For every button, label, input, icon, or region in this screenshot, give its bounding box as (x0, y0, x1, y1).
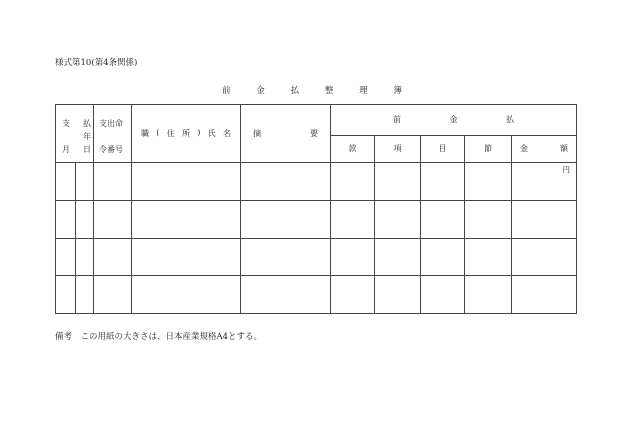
payment-date-year: 年 (83, 132, 91, 141)
amount-cell[interactable] (512, 238, 577, 276)
name-header-char: 所 (181, 129, 190, 139)
table-cell[interactable] (375, 276, 421, 314)
summary-header-char: 要 (310, 129, 318, 139)
amount-header-char: 額 (560, 144, 569, 154)
amount-cell[interactable] (512, 163, 577, 201)
table-cell[interactable] (375, 238, 421, 276)
table-cell[interactable] (56, 200, 76, 238)
moku-header: 目 (421, 135, 465, 163)
order-number-header (94, 105, 132, 163)
table-cell[interactable] (421, 238, 465, 276)
advance-payment-ledger-table (55, 104, 577, 314)
table-cell[interactable] (465, 238, 512, 276)
advance-header-char: 前 (393, 115, 401, 125)
payment-date-month: 月 (62, 145, 70, 154)
table-cell[interactable] (94, 200, 132, 238)
name-header-char: 氏 (207, 129, 216, 139)
table-cell[interactable] (421, 200, 465, 238)
table-cell[interactable] (76, 200, 94, 238)
table-cell[interactable] (241, 200, 331, 238)
payment-date-shi: 支 (62, 119, 70, 128)
order-number-line1: 支出命 (99, 119, 123, 128)
table-cell[interactable] (375, 163, 421, 201)
table-cell[interactable] (465, 163, 512, 201)
table-cell[interactable] (331, 163, 375, 201)
table-cell[interactable] (94, 276, 132, 314)
table-cell[interactable] (76, 276, 94, 314)
table-cell[interactable] (132, 238, 241, 276)
summary-header-char: 摘 (253, 129, 261, 139)
table-cell[interactable] (241, 276, 331, 314)
table-cell[interactable] (76, 163, 94, 201)
amount-header (512, 135, 577, 163)
payment-date-harai: 払 (83, 119, 91, 128)
table-cell[interactable] (331, 200, 375, 238)
table-cell[interactable] (375, 200, 421, 238)
name-header-char: ) (197, 128, 201, 138)
table-cell[interactable] (331, 276, 375, 314)
table-cell[interactable] (241, 238, 331, 276)
table-cell[interactable] (94, 163, 132, 201)
kou-header: 項 (375, 135, 421, 163)
table-cell[interactable] (331, 238, 375, 276)
table-cell[interactable] (56, 238, 76, 276)
kan-header: 款 (331, 135, 375, 163)
table-cell[interactable] (132, 200, 241, 238)
table-row (56, 238, 577, 276)
table-cell[interactable] (76, 238, 94, 276)
name-header (132, 105, 241, 163)
form-title (222, 84, 402, 96)
table-cell[interactable] (241, 163, 331, 201)
title-char: 整 (324, 86, 334, 96)
amount-header-char: 金 (520, 144, 528, 154)
name-header-char: 住 (166, 129, 175, 139)
form-number-label: 様式第10(第4条関係) (55, 58, 138, 68)
table-cell[interactable] (56, 276, 76, 314)
table-cell[interactable] (132, 276, 241, 314)
table-cell[interactable] (56, 163, 76, 201)
name-header-char: 職 (141, 129, 149, 139)
table-cell[interactable] (465, 200, 512, 238)
title-char: 前 (222, 86, 231, 96)
table-row (56, 276, 577, 314)
name-header-char: ( (156, 128, 160, 138)
title-char: 金 (256, 86, 265, 96)
title-char: 理 (359, 86, 368, 96)
title-char: 払 (290, 86, 300, 96)
payment-date-day: 日 (83, 145, 91, 154)
table-cell[interactable] (132, 163, 241, 201)
advance-header-char: 金 (449, 115, 458, 125)
title-char: 簿 (393, 86, 402, 96)
order-number-line2: 令番号 (99, 145, 123, 154)
table-cell[interactable] (465, 276, 512, 314)
table-row (56, 163, 577, 201)
table-cell[interactable] (94, 238, 132, 276)
table-cell[interactable] (421, 276, 465, 314)
amount-cell[interactable] (512, 200, 577, 238)
footnote-remark: 備考 この用紙の大きさは、日本産業規格A4とする。 (55, 332, 263, 342)
setsu-header: 節 (465, 135, 512, 163)
yen-unit: 円 (562, 165, 571, 175)
name-header-char: 名 (222, 129, 231, 139)
advance-header-char: 払 (506, 115, 514, 125)
table-cell[interactable] (421, 163, 465, 201)
table-row (56, 200, 577, 238)
summary-header (241, 105, 331, 163)
amount-cell[interactable] (512, 276, 577, 314)
payment-date-header (56, 105, 94, 163)
advance-payment-header (331, 105, 577, 136)
